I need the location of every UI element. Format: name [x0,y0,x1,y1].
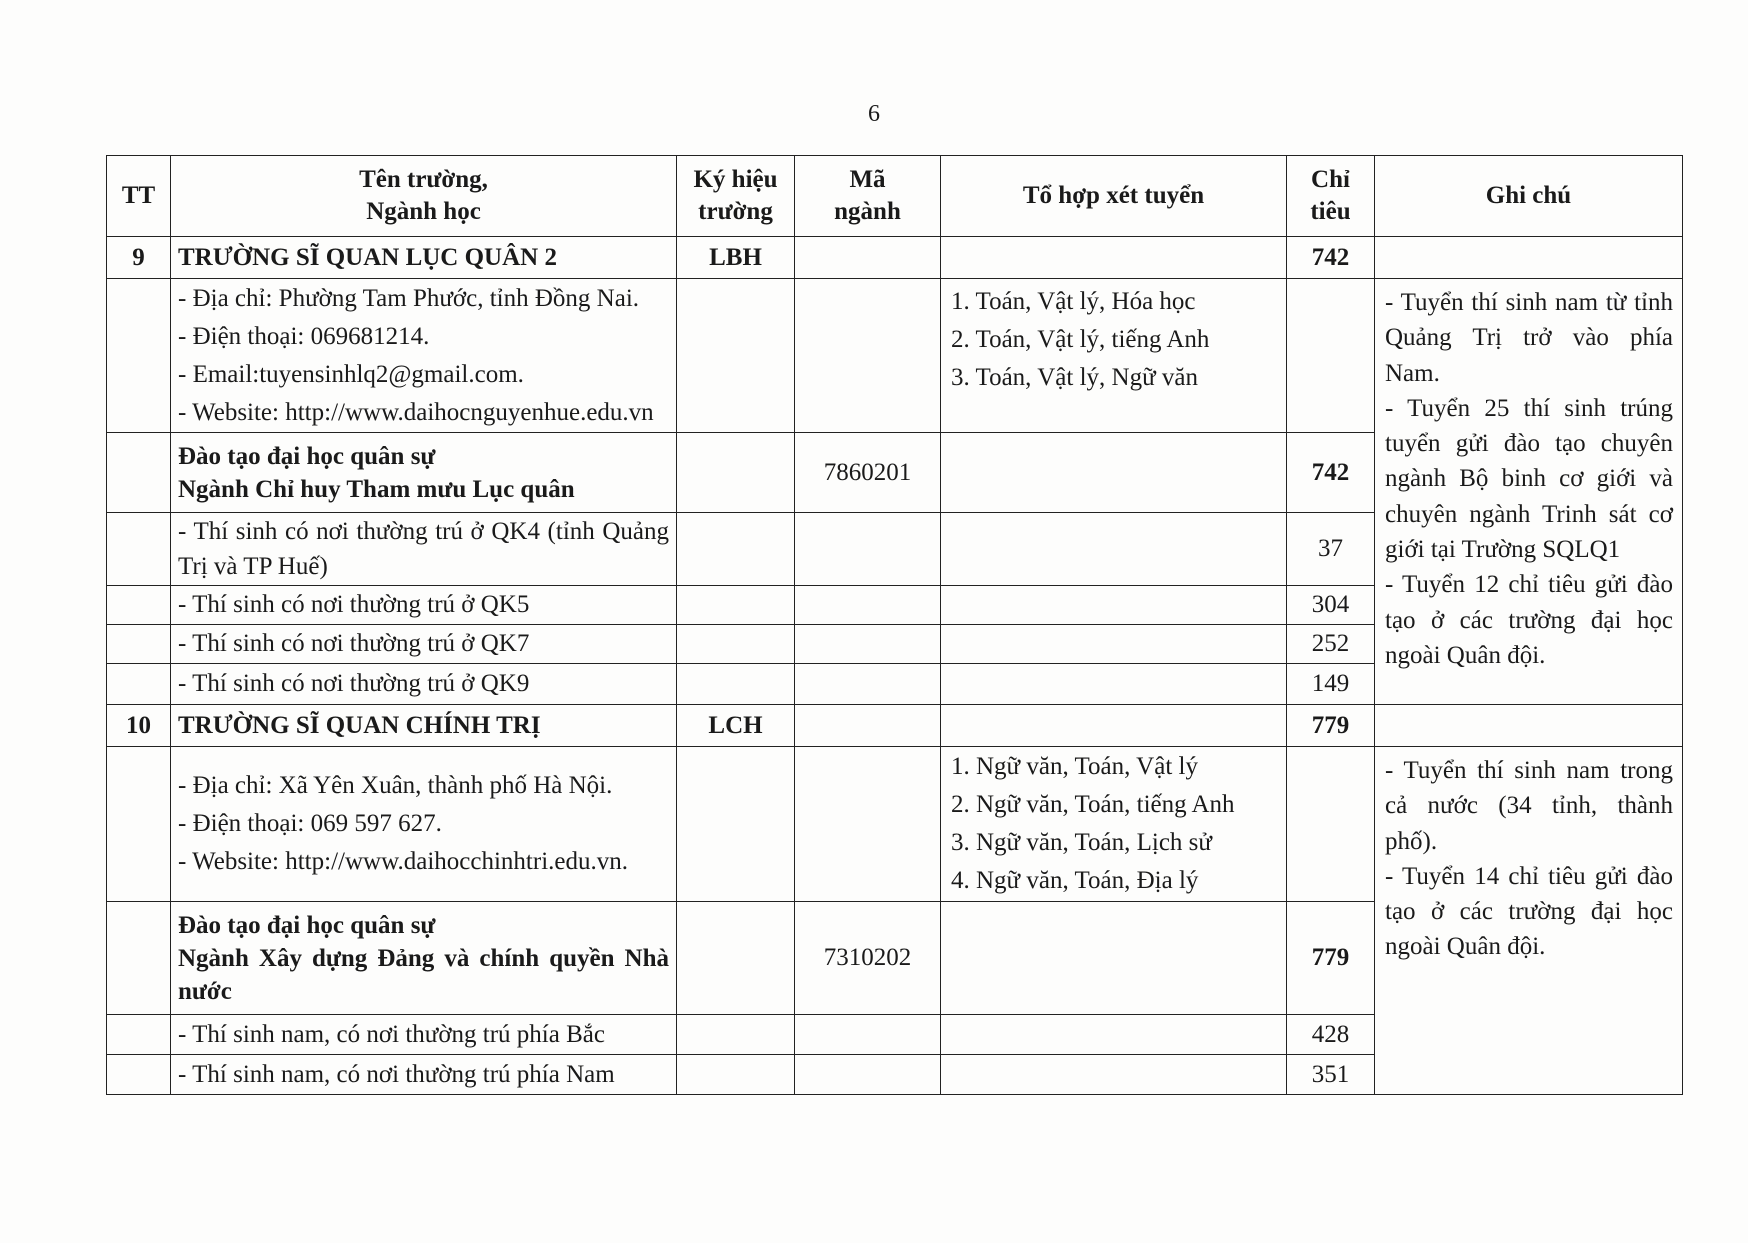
header-subject-combo: Tổ hợp xét tuyển [941,156,1287,237]
region-label: - Thí sinh có nơi thường trú ở QK4 (tỉnh Quảng Trị và TP Huế) [171,513,677,586]
region-quota: 252 [1287,625,1375,664]
header-row [107,156,1683,237]
program-name: Đào tạo đại học quân sự Ngành Xây dựng Đảng và chính quyền Nhà nước [171,902,677,1015]
region-quota: 149 [1287,664,1375,705]
note-item: - Tuyển 25 thí sinh trúng tuyển gửi đào tạo chuyên ngành Bộ binh cơ giới và chuyên ngành Trinh sát cơ giới tại Trường SQLQ1 [1385,394,1673,564]
school-notes [1375,279,1683,705]
contact-row [107,279,1683,433]
list-item: 1. Toán, Vật lý, Hóa học [951,288,1196,315]
region-label: - Thí sinh nam, có nơi thường trú phía Bắc [171,1015,677,1055]
region-quota: 351 [1287,1055,1375,1095]
subject-combos [941,747,1287,902]
school-quota: 779 [1287,705,1375,747]
subject-combos [941,279,1287,433]
school-code: LCH [677,705,795,747]
contact-info [171,279,677,433]
list-item: 1. Ngữ văn, Toán, Vật lý [951,753,1198,780]
school-row [107,705,1683,747]
note-item: - Tuyển thí sinh nam từ tỉnh Quảng Trị trở vào phía Nam. [1385,289,1673,387]
school-tt: 10 [107,705,171,747]
region-quota: 37 [1287,513,1375,586]
address: - Địa chỉ: Phường Tam Phước, tỉnh Đồng Nai. [178,284,640,312]
region-label: - Thí sinh có nơi thường trú ở QK5 [171,586,677,625]
program-name: Đào tạo đại học quân sự Ngành Chỉ huy Tham mưu Lục quân [171,433,677,513]
major-code: 7860201 [795,433,941,513]
region-quota: 304 [1287,586,1375,625]
list-item: 3. Ngữ văn, Toán, Lịch sử [951,829,1212,856]
header-school-name: Tên trường, Ngành học [171,156,677,237]
list-item: 3. Toán, Vật lý, Ngữ văn [951,364,1198,391]
school-name: TRƯỜNG SĨ QUAN CHÍNH TRỊ [171,705,677,747]
header-tt: TT [107,156,171,237]
major-code: 7310202 [795,902,941,1015]
page-number: 6 [868,101,880,127]
list-item: 2. Ngữ văn, Toán, tiếng Anh [951,791,1235,818]
email: - Email:tuyensinhlq2@gmail.com. [178,360,524,388]
phone: - Điện thoại: 069681214. [178,322,430,350]
region-label: - Thí sinh có nơi thường trú ở QK7 [171,625,677,664]
school-code: LBH [677,237,795,279]
address: - Địa chỉ: Xã Yên Xuân, thành phố Hà Nội. [178,772,613,799]
contact-info [171,747,677,902]
header-major-code: Mã ngành [795,156,941,237]
region-label: - Thí sinh có nơi thường trú ở QK9 [171,664,677,705]
website: - Website: http://www.daihocchinhtri.edu.vn. [178,848,628,875]
note-item: - Tuyển thí sinh nam trong cả nước (34 tỉnh, thành phố). [1385,757,1673,855]
header-school-code: Ký hiệu trường [677,156,795,237]
header-quota: Chỉ tiêu [1287,156,1375,237]
school-quota: 742 [1287,237,1375,279]
list-item: 2. Toán, Vật lý, tiếng Anh [951,326,1210,353]
school-notes [1375,747,1683,1095]
website: - Website: http://www.daihocnguyenhue.edu.vn [178,398,654,426]
school-name: TRƯỜNG SĨ QUAN LỤC QUÂN 2 [171,237,677,279]
phone: - Điện thoại: 069 597 627. [178,810,442,837]
school-tt: 9 [107,237,171,279]
contact-row [107,747,1683,902]
header-note: Ghi chú [1375,156,1683,237]
school-row [107,237,1683,279]
note-item: - Tuyển 12 chỉ tiêu gửi đào tạo ở các trường đại học ngoài Quân đội. [1385,571,1673,669]
program-quota: 742 [1287,433,1375,513]
region-quota: 428 [1287,1015,1375,1055]
admissions-table [106,155,1683,1095]
list-item: 4. Ngữ văn, Toán, Địa lý [951,867,1199,894]
note-item: - Tuyển 14 chỉ tiêu gửi đào tạo ở các trường đại học ngoài Quân đội. [1385,862,1673,961]
program-quota: 779 [1287,902,1375,1015]
region-label: - Thí sinh nam, có nơi thường trú phía Nam [171,1055,677,1095]
